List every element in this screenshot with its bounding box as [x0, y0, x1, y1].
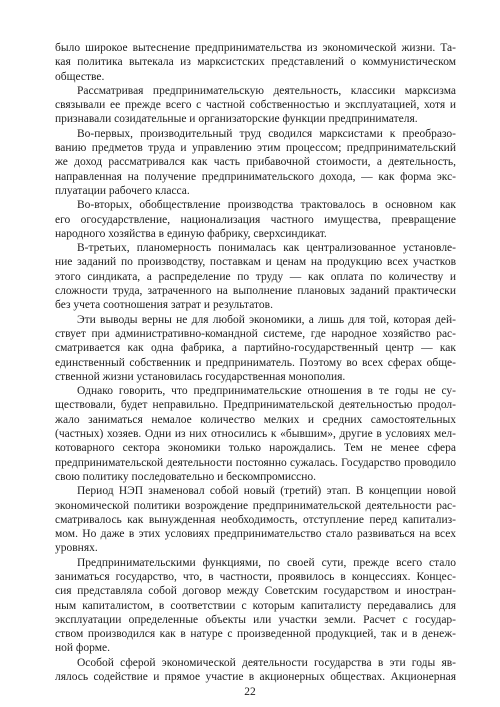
- text-line: мом. Но даже в этих условиях предпринимательство стало развиваться на всех: [55, 528, 456, 541]
- text-line: В-третьих, планомерность понималась как централизованное установле-: [77, 242, 456, 255]
- text-line: эксплуатации определенные объекты или участки земли. Расчет с государ-: [55, 613, 456, 626]
- text-line: Особой сферой экономической деятельности государства в эти годы яв-: [77, 656, 456, 669]
- text-line: Рассматривая предпринимательскую деятельность, классики марксизма: [77, 84, 456, 97]
- text-line: Во-вторых, обобществление производства трактовалось в основном как: [77, 199, 456, 212]
- text-line: экономической политики возрождение предпринимательской деятельности рас-: [55, 499, 456, 512]
- paragraph: [55, 484, 456, 555]
- text-line: направленная на получение предпринимательского дохода, — как форма экс-: [55, 170, 456, 183]
- text-line: ствует при административно-командной системе, где народное хозяйство рас-: [55, 327, 456, 340]
- text-line: Во-первых, производительный труд сводился марксистами к преобразо-: [77, 127, 456, 140]
- paragraph: [55, 384, 456, 484]
- paragraph: [55, 241, 456, 312]
- body-text: [55, 41, 456, 684]
- text-line: народного хозяйства в единую фабрику, сверхсиндикат.: [55, 227, 327, 240]
- text-line: кая политика вытекала из марксистских представлений о коммунистическом: [55, 56, 456, 69]
- text-line: жало заниматься немалое количество мелких и средних самостоятельных: [55, 413, 456, 426]
- text-line: же доход рассматривался как часть прибавочной стоимости, а деятельность,: [55, 156, 456, 169]
- paragraph: [55, 127, 456, 198]
- text-line: предпринимательской деятельности постоянно сужалась. Государство проводило: [55, 456, 456, 469]
- text-line: признавали созидательные и организаторские функции предпринимателя.: [55, 113, 418, 126]
- text-line: лялось содействие и прямое участие в акционерных обществах. Акционерная: [55, 671, 456, 684]
- text-line: Эти выводы верны не для любой экономики, а лишь для той, которая дей-: [77, 313, 456, 326]
- text-line: ние заданий по производству, поставкам и ценам на продукцию всех участков: [55, 256, 456, 269]
- text-line: без учета соотношения затрат и результатов.: [55, 299, 273, 312]
- text-line: ной форме.: [55, 642, 110, 655]
- text-line: ществовали, будет неправильно. Предпринимательской деятельностью продол-: [55, 399, 456, 412]
- paragraph: [55, 41, 456, 84]
- text-line: Предпринимательскими функциями, по своей сути, прежде всего стало: [77, 556, 456, 569]
- text-line: было широкое вытеснение предпринимательства из экономической жизни. Та-: [55, 42, 456, 54]
- text-line: этого синдиката, а распределение по труду — как оплата по количеству и: [55, 270, 456, 283]
- text-line: Период НЭП знаменовал собой новый (третий) этап. В концепции новой: [77, 485, 456, 498]
- page-number: 22: [244, 686, 256, 698]
- text-line: котоварного сектора экономики только нарождались. Тем не менее сфера: [55, 442, 456, 455]
- text-line: заниматься государство, что, в частности, проявилось в концессиях. Концес-: [55, 570, 456, 583]
- text-line: Однако говорить, что предпринимательские отношения в те годы не су-: [77, 385, 456, 398]
- paragraph: [55, 656, 456, 685]
- paragraph: [55, 313, 456, 384]
- text-line: сматривается как одна фабрика, а партийно-государственный центр — как: [55, 342, 456, 355]
- text-line: свою политику последовательно и бескомпромиссно.: [55, 470, 317, 483]
- paragraph: [55, 84, 456, 127]
- text-line: плуатации рабочего класса.: [55, 184, 190, 197]
- text-line: связывали ее прежде всего с частной собственностью и эксплуатацией, хотя и: [55, 99, 456, 112]
- text-line: уровнях.: [55, 542, 98, 555]
- text-line: ственной жизни установилась государственная монополия.: [55, 370, 346, 383]
- text-line: сложности труда, затраченного на выполнение плановых заданий практически: [55, 285, 456, 298]
- text-line: (частных) хозяев. Одни из них относились к «бывшим», другие в условиях мел-: [55, 428, 456, 441]
- text-line: сия представляла собой договор между Советским государством и иностран-: [55, 585, 456, 598]
- text-line: сматривалось как вынужденная необходимость, отступление перед капитализ-: [55, 513, 456, 526]
- text-line: ным капиталистом, в соответствии с которым капиталисту передавались для: [55, 599, 456, 612]
- paragraph: [55, 198, 456, 241]
- text-line: его огосударствление, национализация частного имущества, превращение: [55, 213, 456, 226]
- text-line: ством производился как в натуре с произведенной продукцией, так и в денеж-: [55, 628, 456, 641]
- paragraph: [55, 556, 456, 656]
- text-line: ванию предметов труда и управлению этим процессом; предпринимательский: [55, 142, 456, 155]
- text-line: единственный собственник и предприниматель. Поэтому во всех сферах обще-: [55, 356, 456, 369]
- text-line: обществе.: [55, 70, 105, 83]
